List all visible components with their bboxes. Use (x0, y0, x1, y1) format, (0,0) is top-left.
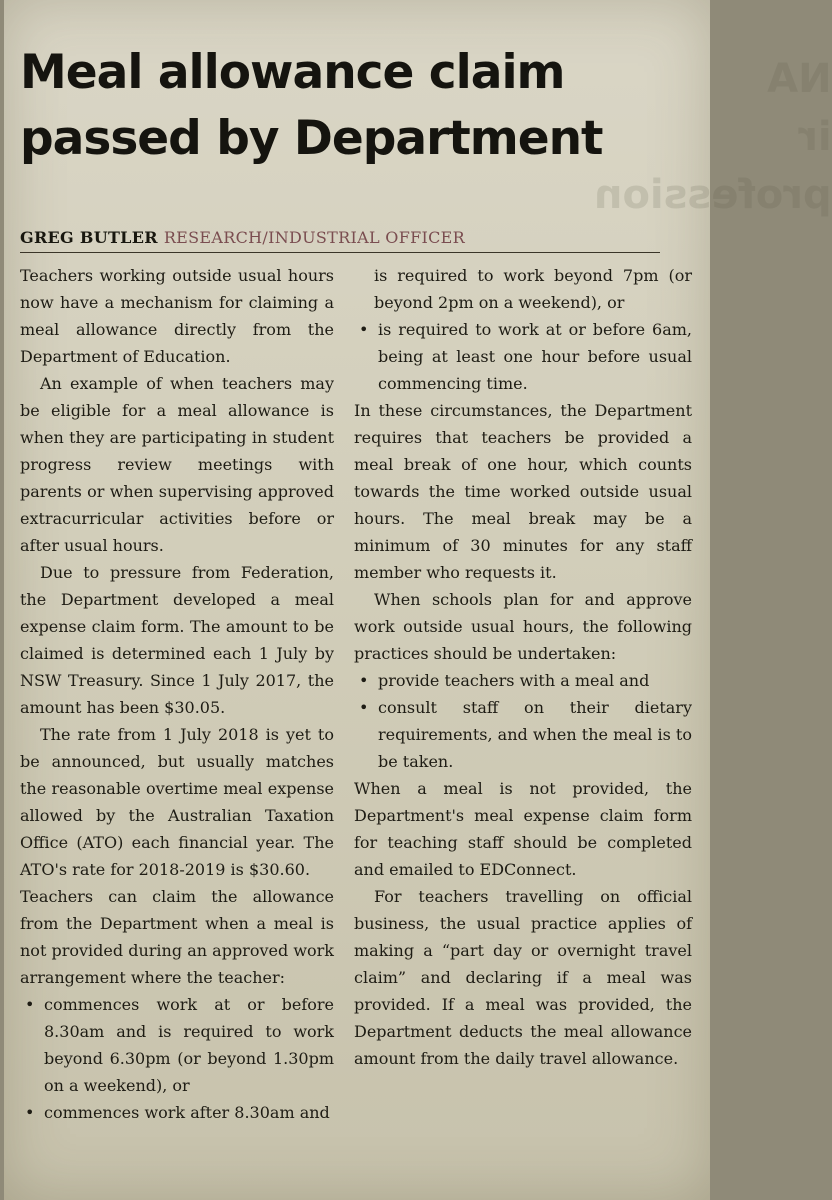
byline-divider (20, 252, 660, 253)
paragraph: In these circumstances, the Department requires that teachers be provided a meal break of one hour, which counts towards the time worked outside usual hours. The meal break may be a minimum of 30 minutes for any staff member who requests it. (354, 401, 692, 582)
show-through-print: NA ir profession (594, 56, 832, 218)
bullet-list (354, 667, 692, 775)
paragraph: Teachers working outside usual hours now have a mechanism for claiming a meal allowance directly from the Department of Education. (20, 266, 334, 366)
article-headline: Meal allowance claim passed by Department (20, 45, 603, 166)
paragraph: When a meal is not provided, the Department's meal expense claim form for teaching staff should be completed and emailed to EDConnect. (354, 779, 692, 879)
paragraph: When schools plan for and approve work outside usual hours, the following practices should be undertaken: (354, 590, 692, 663)
bullet-list (354, 262, 692, 397)
paragraph: For teachers travelling on official business, the usual practice applies of making a “part day or overnight travel claim” and declaring if a meal was provided. If a meal was provided, the Department deducts the meal allowance amount from the daily travel allowance. (354, 887, 692, 1068)
byline-role: RESEARCH/INDUSTRIAL OFFICER (163, 228, 465, 247)
paragraph: Due to pressure from Federation, the Department developed a meal expense claim form. The amount to be claimed is determined each 1 July by NSW Treasury. Since 1 July 2017, the amount has been $30.05. (20, 563, 334, 717)
paragraph: An example of when teachers may be eligible for a meal allowance is when they are participating in student progress review meetings with parents or when supervising approved extracurricular activities before or after usual hours. (20, 374, 334, 555)
newspaper-page (4, 0, 832, 1200)
list-item: • commences work at or before 8.30am and is required to work beyond 6.30pm (or beyond 1.30pm on a weekend), or (20, 991, 334, 1099)
byline (20, 228, 465, 247)
list-item: • consult staff on their dietary requirements, and when the meal is to be taken. (354, 694, 692, 775)
bullet-list (20, 991, 334, 1126)
list-item-continuation (354, 262, 692, 316)
list-item: • commences work after 8.30am and (20, 1099, 334, 1126)
paragraph: Teachers can claim the allowance from the Department when a meal is not provided during an approved work arrangement where the teacher: (20, 887, 334, 987)
continuation-text: is required to work beyond 7pm (or beyond 2pm on a weekend), or (374, 266, 692, 312)
list-item: • is required to work at or before 6am, being at least one hour before usual commencing time. (354, 316, 692, 397)
paragraph: The rate from 1 July 2018 is yet to be announced, but usually matches the reasonable overtime meal expense allowed by the Australian Taxation Office (ATO) each financial year. The ATO's rate for 2018-2019 is $30.60. (20, 725, 334, 879)
article-column-right (354, 262, 692, 1072)
list-item: • provide teachers with a meal and (354, 667, 692, 694)
article-column-left (20, 262, 334, 1126)
byline-author: GREG BUTLER (20, 228, 158, 247)
